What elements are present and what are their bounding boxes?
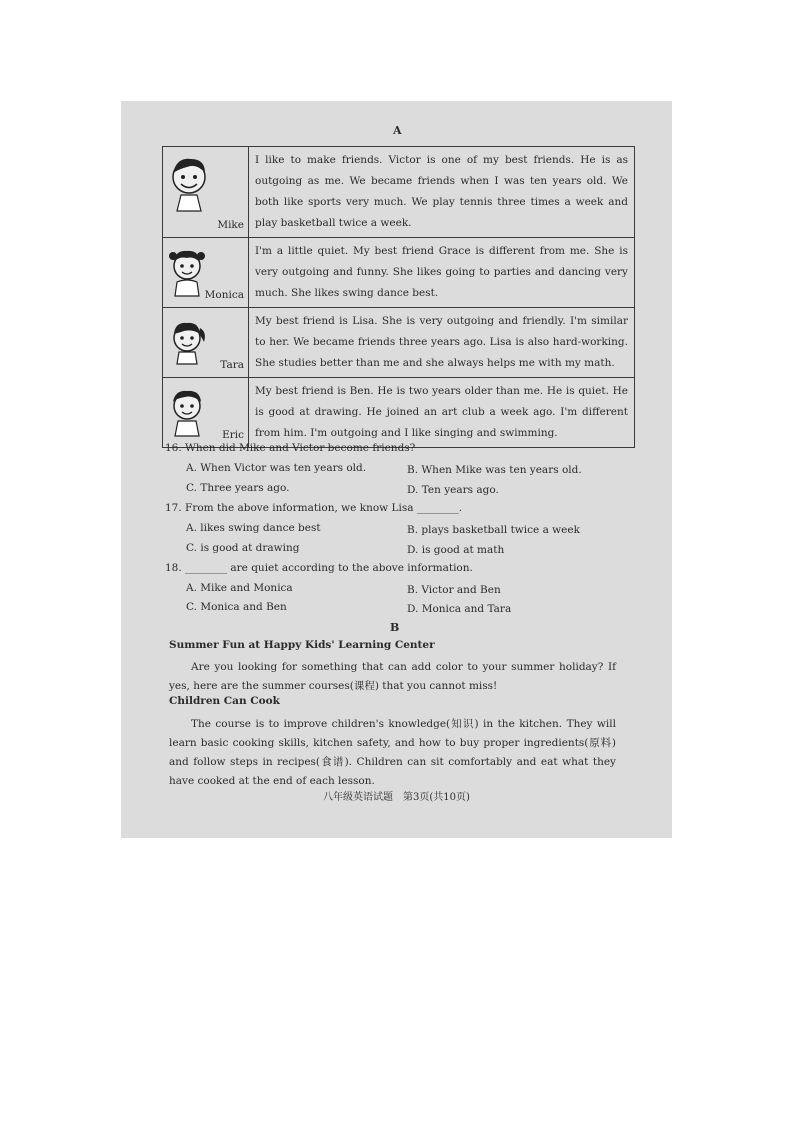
course-heading: Children Can Cook	[169, 695, 280, 707]
table-row	[163, 378, 635, 448]
friends-table	[162, 146, 635, 448]
section-b-heading: B	[390, 621, 400, 634]
person-text: I like to make friends. Victor is one of my best friends. He is as outgoing as me. We became friends when I was ten years old. We both like sports very much. We play tennis three times a week and play basketball twice a week.	[249, 147, 635, 238]
exam-page	[121, 101, 672, 838]
course-description: The course is to improve children's knowledge(知识) in the kitchen. They will learn basic cooking skills, kitchen safety, and how to buy proper ingredients(原料) and follow steps in recipes(食谱). Children can sit comfortably and eat what they have cooked at the end of each lesson.	[169, 718, 616, 787]
passage-intro: Are you looking for something that can add color to your summer holiday? If yes, here are the summer courses(课程) that you cannot miss!	[169, 661, 616, 692]
boy-cartoon-icon	[167, 153, 211, 213]
question-18: 18. ________ are quiet according to the above information.	[165, 562, 473, 574]
page-footer: 八年级英语试题 第3页(共10页)	[323, 792, 470, 803]
option-17-b: B. plays basketball twice a week	[407, 524, 580, 536]
option-18-d: D. Monica and Tara	[407, 603, 512, 615]
person-name: Eric	[222, 428, 244, 441]
person-cell-monica	[163, 238, 249, 308]
question-16: 16. When did Mike and Victor become friends?	[165, 442, 416, 454]
girl-cartoon-icon	[167, 244, 207, 300]
option-18-a: A. Mike and Monica	[186, 582, 293, 594]
option-18-c: C. Monica and Ben	[186, 601, 287, 613]
person-text: I'm a little quiet. My best friend Grace is different from me. She is very outgoing and funny. She likes going to parties and dancing very much. She likes swing dance best.	[249, 238, 635, 308]
table-row	[163, 147, 635, 238]
option-17-d: D. is good at math	[407, 544, 505, 556]
option-16-c: C. Three years ago.	[186, 482, 290, 494]
person-name: Monica	[204, 288, 244, 301]
passage-title: Summer Fun at Happy Kids' Learning Center	[169, 639, 435, 651]
person-text: My best friend is Ben. He is two years older than me. He is quiet. He is good at drawing. He joined an art club a week ago. I'm different from him. I'm outgoing and I like singing and swimming.	[249, 378, 635, 448]
table-row	[163, 308, 635, 378]
section-a-heading: A	[393, 124, 402, 137]
person-cell-eric	[163, 378, 249, 448]
person-name: Mike	[217, 218, 244, 231]
option-17-c: C. is good at drawing	[186, 542, 300, 554]
option-17-a: A. likes swing dance best	[186, 522, 321, 534]
option-16-d: D. Ten years ago.	[407, 484, 499, 496]
boy-cartoon-icon	[167, 384, 207, 440]
option-18-b: B. Victor and Ben	[407, 584, 501, 596]
person-text: My best friend is Lisa. She is very outgoing and friendly. I'm similar to her. We became friends three years ago. Lisa is also hard-working. She studies better than me and she always helps me with my math.	[249, 308, 635, 378]
person-cell-tara	[163, 308, 249, 378]
question-17: 17. From the above information, we know Lisa ________.	[165, 502, 463, 514]
option-16-b: B. When Mike was ten years old.	[407, 464, 582, 476]
table-row	[163, 238, 635, 308]
girl-cartoon-icon	[167, 314, 207, 368]
option-16-a: A. When Victor was ten years old.	[186, 462, 367, 474]
person-cell-mike	[163, 147, 249, 238]
person-name: Tara	[220, 358, 244, 371]
